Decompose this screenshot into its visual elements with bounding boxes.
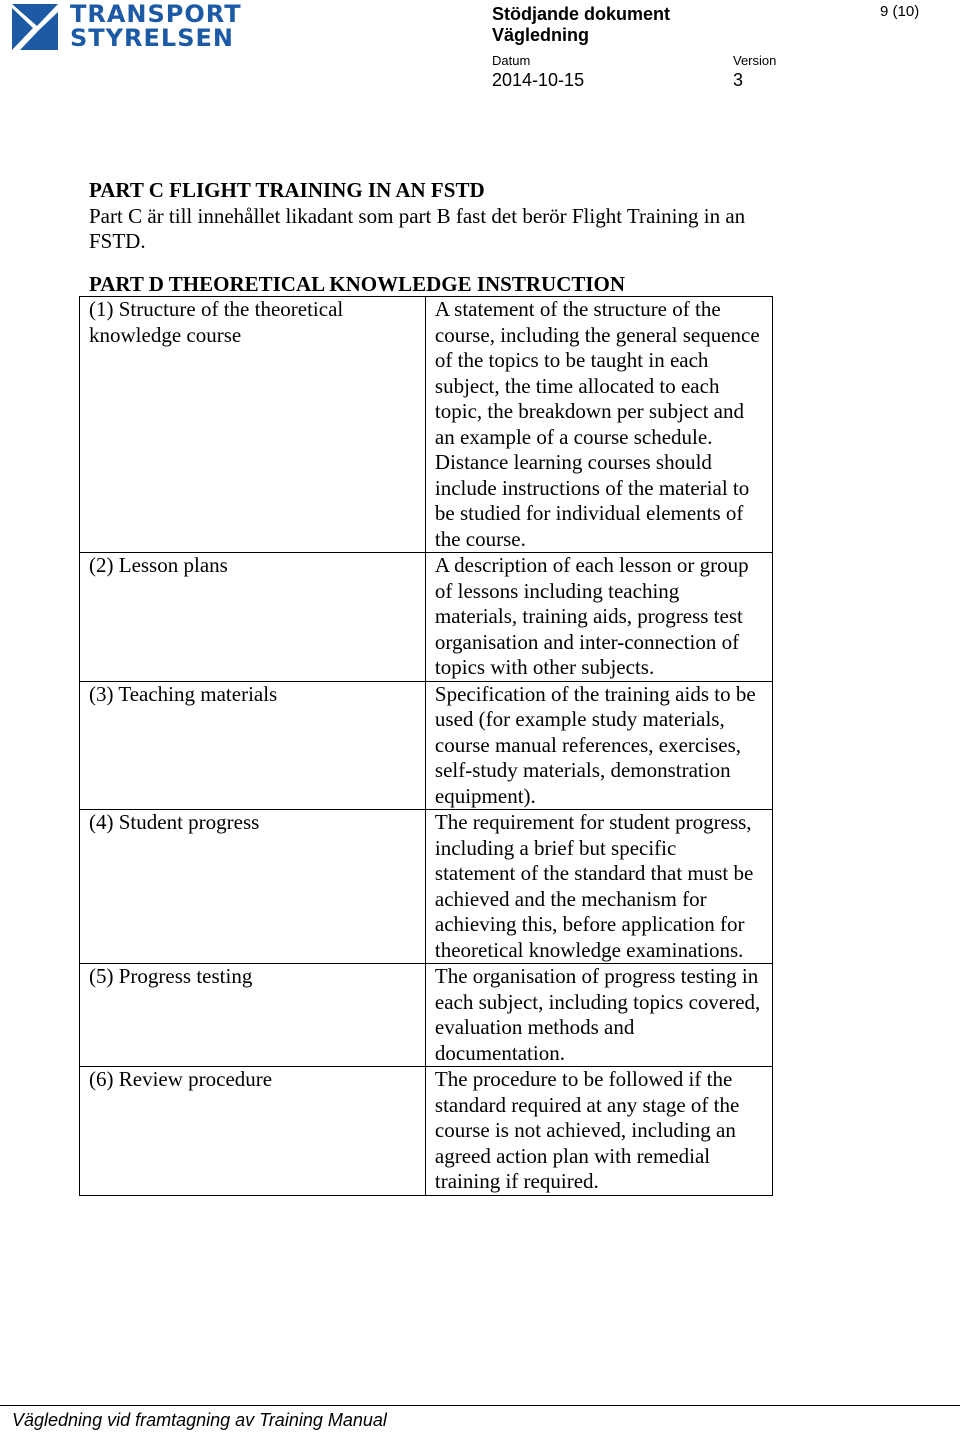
document-subtype: Vägledning [492, 25, 590, 45]
table-row [80, 964, 773, 1067]
row-name: (4) Student progress [80, 810, 426, 964]
table-row [80, 553, 773, 682]
row-description: The organisation of progress testing in each subject, including topics covered, evaluation methods and documentation. [425, 964, 772, 1067]
logo-mark-icon [12, 4, 58, 50]
date-label: Datum [492, 53, 531, 68]
footer-divider [0, 1405, 960, 1406]
part-c-section [89, 178, 779, 255]
table-row [80, 1067, 773, 1196]
table-row [80, 681, 773, 810]
row-description: The procedure to be followed if the standard required at any stage of the course is not achieved, including an agreed action plan with remedial training if required. [425, 1067, 772, 1196]
logo-line-1: TRANSPORT [70, 0, 242, 28]
part-c-title: PART C FLIGHT TRAINING IN AN FSTD [89, 178, 485, 202]
table-row [80, 810, 773, 964]
row-description: The requirement for student progress, including a brief but specific statement of the standard that must be achieved and the mechanism for achieving this, before application for theoretical knowledge examinations. [425, 810, 772, 964]
page-number: 9 (10) [880, 3, 920, 20]
transportstyrelsen-logo [12, 0, 242, 52]
row-name: (5) Progress testing [80, 964, 426, 1067]
date-value: 2014-10-15 [492, 70, 585, 90]
row-name: (1) Structure of the theoretical knowledge course [80, 297, 426, 553]
row-name: (6) Review procedure [80, 1067, 426, 1196]
version-value: 3 [733, 70, 744, 90]
part-c-body: Part C är till innehållet likadant som part B fast det berör Flight Training in an FSTD. [89, 203, 746, 253]
logo-line-2: STYRELSEN [70, 24, 234, 52]
logo-wordmark [70, 2, 242, 50]
table-row [80, 297, 773, 553]
version-label: Version [733, 53, 777, 68]
row-description: A statement of the structure of the course, including the general sequence of the topics to be taught in each subject, the time allocated to each topic, the breakdown per subject and an example of a course schedule. Distance learning courses should include instructions of the material to be studied for individual elements of the course. [425, 297, 772, 553]
part-d-title: PART D THEORETICAL KNOWLEDGE INSTRUCTION [89, 272, 626, 296]
theoretical-knowledge-table [79, 296, 773, 1196]
footer-text: Vägledning vid framtagning av Training Manual [12, 1410, 387, 1430]
row-name: (3) Teaching materials [80, 681, 426, 810]
row-description: Specification of the training aids to be used (for example study materials, course manual references, exercises, self-study materials, demonstration equipment). [425, 681, 772, 810]
document-type: Stödjande dokument [492, 4, 671, 24]
row-description: A description of each lesson or group of lessons including teaching materials, training aids, progress test organisation and inter-connection of topics with other subjects. [425, 553, 772, 682]
row-name: (2) Lesson plans [80, 553, 426, 682]
